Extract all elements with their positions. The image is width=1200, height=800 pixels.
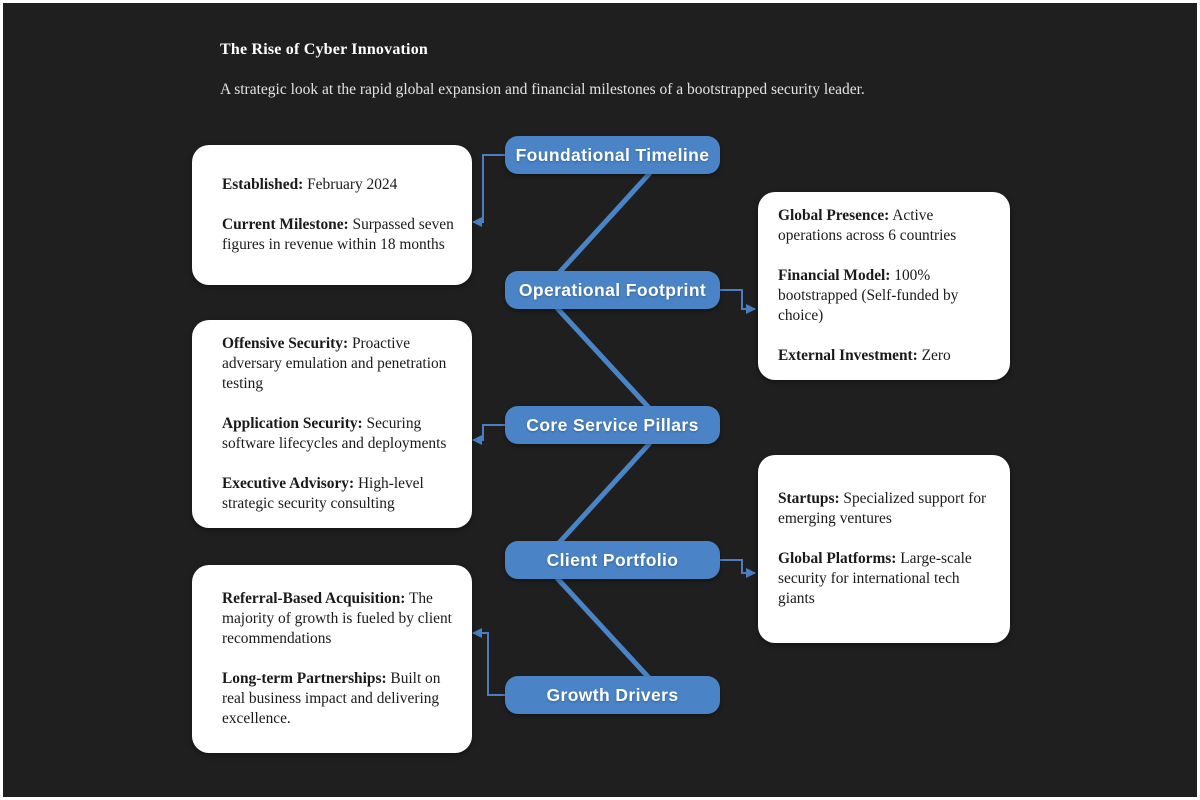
item-label: Application Security: [222,415,363,432]
callout-client-portfolio [758,455,1010,643]
item-label: Referral-Based Acquisition: [222,590,406,607]
item-text: Zero [917,347,951,364]
callout-item [778,346,992,366]
item-text: Large-scale security for international tech giants [778,550,972,607]
item-label: Established: [222,176,304,193]
node-foundational-timeline: Foundational Timeline [505,136,720,174]
arrow-connector-client [720,560,755,573]
arrow-connector-operational [720,290,755,309]
item-label: External Investment: [778,347,918,364]
item-label: Financial Model: [778,267,891,284]
item-text: February 2024 [303,176,398,193]
callout-item [778,549,992,609]
item-text: Active operations across 6 countries [778,207,957,244]
item-label: Current Milestone: [222,216,349,233]
callout-item [222,215,458,255]
callout-item [222,175,458,195]
item-text: Specialized support for emerging ventures [778,490,987,527]
node-operational-footprint: Operational Footprint [505,271,720,309]
item-label: Global Presence: [778,207,890,224]
item-text: Proactive adversary emulation and penetration testing [222,335,447,392]
item-text: Securing software lifecycles and deployments [222,415,447,452]
callout-growth-drivers [192,565,472,753]
callout-item [778,206,992,246]
callout-item [778,489,992,529]
item-label: Startups: [778,490,840,507]
callout-item [222,669,458,729]
page-subtitle: A strategic look at the rapid global expansion and financial milestones of a bootstrapped security leader. [220,81,865,98]
item-text: High-level strategic security consulting [222,475,424,512]
callout-item [222,334,458,394]
page-title: The Rise of Cyber Innovation [220,41,428,58]
arrow-connector-foundational [473,155,505,222]
zigzag-connector-4 [557,578,651,680]
node-core-service-pillars: Core Service Pillars [505,406,720,444]
callout-item [222,589,458,649]
zigzag-connector-3 [557,443,650,545]
item-label: Global Platforms: [778,550,897,567]
node-growth-drivers: Growth Drivers [505,676,720,714]
item-text: 100% bootstrapped (Self-funded by choice) [778,267,959,324]
node-client-portfolio: Client Portfolio [505,541,720,579]
item-text: Surpassed seven figures in revenue within 18 months [222,216,454,253]
callout-item [222,414,458,454]
item-text: Built on real business impact and delivering excellence. [222,670,441,727]
item-label: Executive Advisory: [222,475,355,492]
callout-item [778,266,992,326]
callout-core-service-pillars [192,320,472,528]
callout-item [222,474,458,514]
callout-foundational-timeline [192,145,472,285]
item-label: Offensive Security: [222,335,349,352]
item-label: Long-term Partnerships: [222,670,387,687]
item-text: The majority of growth is fueled by client recommendations [222,590,452,647]
diagram-canvas [3,3,1197,797]
zigzag-connector-1 [557,173,650,275]
arrow-connector-core [473,425,505,440]
callout-operational-footprint [758,192,1010,380]
zigzag-connector-2 [557,308,651,410]
arrow-connector-growth [473,633,505,695]
